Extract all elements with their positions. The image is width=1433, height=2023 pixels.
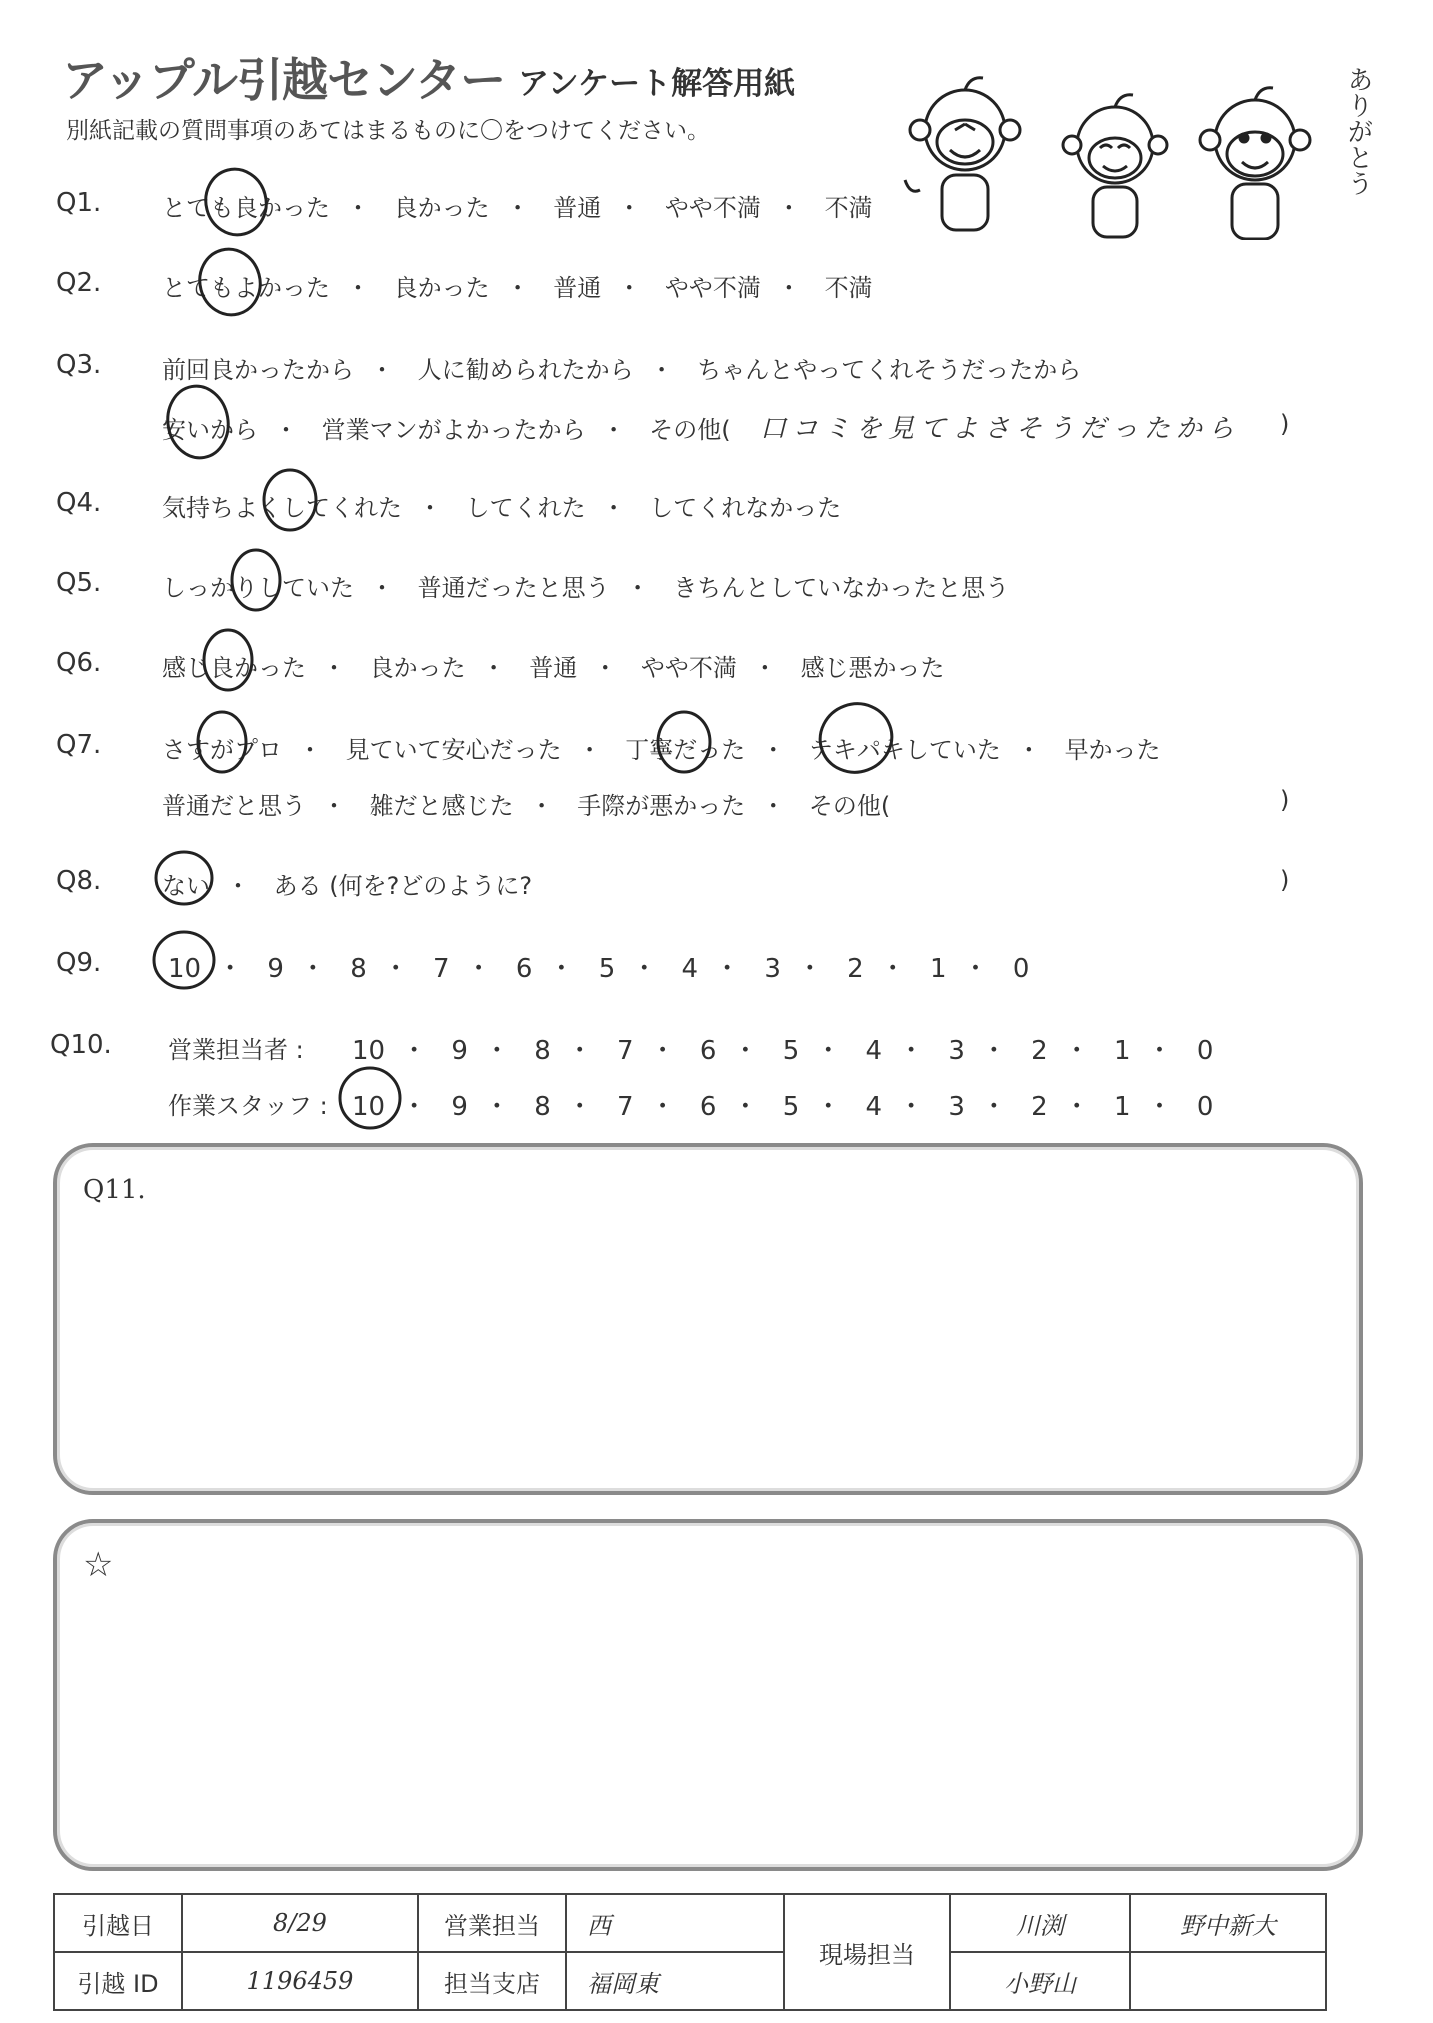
q2-option-3[interactable]: 普通 xyxy=(553,274,602,302)
q8-options: ない ・ ある (何を?どのように? xyxy=(162,866,532,901)
q9-score[interactable]: 5 xyxy=(598,954,616,984)
q9-score[interactable]: 0 xyxy=(1012,954,1030,984)
q9-score[interactable]: 8 xyxy=(350,954,367,984)
q1-option-4[interactable]: やや不満 xyxy=(664,194,761,222)
q4-label: Q4. xyxy=(56,488,102,518)
q10-sales-score[interactable]: 0 xyxy=(1196,1036,1214,1066)
q10-staff-selection-circle xyxy=(340,1068,400,1128)
q10-sales-score[interactable]: 3 xyxy=(948,1036,965,1066)
move-id-label: 引越 ID xyxy=(54,1952,182,2010)
q7-label: Q7. xyxy=(56,730,102,760)
sales-rep-value: 西 xyxy=(566,1894,784,1952)
q10-sales-label: 営業担当者 : xyxy=(168,1036,304,1064)
thanks-text: ありがとう xyxy=(1343,66,1373,196)
q10-staff-label: 作業スタッフ : xyxy=(168,1092,328,1120)
q3-selection-circle xyxy=(162,381,234,462)
q5-options: しっかりしていた ・ 普通だったと思う ・ きちんとしていなかったと思う xyxy=(162,568,1009,603)
q7-option-4[interactable]: テキパキしていた xyxy=(808,736,1001,764)
q4-option-3[interactable]: してくれなかった xyxy=(649,494,842,522)
q6-label: Q6. xyxy=(56,648,102,678)
q6-selection-circle xyxy=(204,630,252,690)
star-label: ☆ xyxy=(83,1545,114,1585)
q2-label: Q2. xyxy=(56,268,102,298)
brand-title: アップル引越センター xyxy=(62,53,506,107)
q10-staff-scale: 10 ・ 9 ・ 8 ・ 7 ・ 6 ・ 5 ・ 4 ・ 3 ・ 2 ・ 1 ・ 0 xyxy=(352,1092,1214,1122)
q10-staff-score[interactable]: 4 xyxy=(865,1092,883,1122)
q8-selection-circle xyxy=(156,852,212,904)
q3-label: Q3. xyxy=(56,350,102,380)
q9-score[interactable]: 9 xyxy=(267,954,284,984)
move-date-value: 8/29 xyxy=(182,1894,418,1952)
q9-score[interactable]: 4 xyxy=(681,954,699,984)
q3-other-text[interactable]: 口コミを見てよさそうだったから xyxy=(760,414,1241,444)
instruction-text: 別紙記載の質問事項のあてはまるものに〇をつけてください。 xyxy=(66,118,710,144)
q4-selection-circle xyxy=(264,470,316,530)
q10-staff-score[interactable]: 3 xyxy=(948,1092,965,1122)
q10-sales-score[interactable]: 8 xyxy=(534,1036,551,1066)
q2-option-1[interactable]: とてもよかった xyxy=(162,274,330,302)
q7-selection-circle xyxy=(198,712,246,772)
q2-option-5[interactable]: 不満 xyxy=(824,274,873,302)
star-comment-box[interactable] xyxy=(53,1519,1363,1871)
q11-comment-box[interactable] xyxy=(53,1143,1363,1495)
site-rep-label: 現場担当 xyxy=(784,1894,950,2010)
move-date-label: 引越日 xyxy=(54,1894,182,1952)
q8-option-2[interactable]: ある xyxy=(273,872,322,900)
q10-sales-scale: 10 ・ 9 ・ 8 ・ 7 ・ 6 ・ 5 ・ 4 ・ 3 ・ 2 ・ 1 ・ 0 xyxy=(352,1036,1214,1066)
q7-selection-circle xyxy=(811,694,902,783)
q6-option-5[interactable]: 感じ悪かった xyxy=(800,654,945,682)
q8-option-1[interactable]: ない xyxy=(162,872,210,900)
q1-options: とても良かった ・ 良かった ・ 普通 ・ やや不満 ・ 不満 xyxy=(162,188,873,223)
q11-label: Q11. xyxy=(83,1175,146,1205)
q1-option-2[interactable]: 良かった xyxy=(393,194,490,222)
q10-staff-score[interactable]: 10 xyxy=(352,1092,386,1122)
q3-options-line1: 前回良かったから ・ 人に勧められたから ・ ちゃんとやってくれそうだったから xyxy=(162,350,1081,385)
q10-sales-score[interactable]: 9 xyxy=(451,1036,468,1066)
q10-staff-score[interactable]: 6 xyxy=(699,1092,717,1122)
q6-option-1[interactable]: 感じ良かった xyxy=(162,654,306,682)
q5-option-1[interactable]: しっかりしていた xyxy=(162,574,354,602)
q10-staff-score[interactable]: 5 xyxy=(782,1092,800,1122)
q1-option-5[interactable]: 不満 xyxy=(824,194,873,222)
q10-staff-score[interactable]: 7 xyxy=(617,1092,634,1122)
q6-option-3[interactable]: 普通 xyxy=(529,654,578,682)
q6-options: 感じ良かった ・ 良かった ・ 普通 ・ やや不満 ・ 感じ悪かった xyxy=(162,648,945,683)
site-rep-2: 野中新大 xyxy=(1130,1894,1326,1952)
q10-sales-score[interactable]: 7 xyxy=(617,1036,634,1066)
q3-option-3[interactable]: ちゃんとやってくれそうだったから xyxy=(697,356,1082,384)
q3-other-label[interactable]: その他( xyxy=(649,416,731,444)
q5-option-3[interactable]: きちんとしていなかったと思う xyxy=(673,574,1010,602)
q7-option-8[interactable]: 手際が悪かった xyxy=(577,792,746,820)
q5-label: Q5. xyxy=(56,568,102,598)
q10-staff-score[interactable]: 1 xyxy=(1114,1092,1131,1122)
q2-options: とてもよかった ・ 良かった ・ 普通 ・ やや不満 ・ 不満 xyxy=(162,268,873,303)
q6-option-2[interactable]: 良かった xyxy=(369,654,466,682)
q2-option-4[interactable]: やや不満 xyxy=(664,274,761,302)
q1-option-3[interactable]: 普通 xyxy=(553,194,602,222)
q9-score[interactable]: 1 xyxy=(930,954,947,984)
sales-rep-label: 営業担当 xyxy=(418,1894,566,1952)
q8-label: Q8. xyxy=(56,866,102,896)
q5-option-2[interactable]: 普通だったと思う xyxy=(417,574,610,602)
q1-label: Q1. xyxy=(56,188,102,218)
q2-option-2[interactable]: 良かった xyxy=(393,274,490,302)
q7-other-close: ) xyxy=(1280,786,1290,814)
q10-label: Q10. xyxy=(50,1030,112,1060)
q8-detail-close: ) xyxy=(1280,866,1290,894)
q9-label: Q9. xyxy=(56,948,102,978)
branch-label: 担当支店 xyxy=(418,1952,566,2010)
q10-staff-score[interactable]: 9 xyxy=(451,1092,468,1122)
q9-scale: 10 ・ 9 ・ 8 ・ 7 ・ 6 ・ 5 ・ 4 ・ 3 ・ 2 ・ 1 ・ 0 xyxy=(168,954,1030,984)
q7-options-line2: 普通だと思う ・ 雑だと感じた ・ 手際が悪かった ・ その他( xyxy=(162,786,890,821)
q9-score[interactable]: 7 xyxy=(433,954,450,984)
q10-sales-score[interactable]: 5 xyxy=(782,1036,800,1066)
move-id-value: 1196459 xyxy=(182,1952,418,2010)
q1-selection-circle xyxy=(198,162,273,241)
q9-score[interactable]: 3 xyxy=(764,954,781,984)
q9-score[interactable]: 10 xyxy=(168,954,202,984)
q3-option-1[interactable]: 前回良かったから xyxy=(162,356,354,384)
q7-options-line1: さすがプロ ・ 見ていて安心だった ・ 丁寧だった ・ テキパキしていた ・ 早かった xyxy=(162,730,1161,765)
q3-options-line2: 安いから ・ 営業マンがよかったから ・ その他( xyxy=(162,410,731,445)
q10-sales-score[interactable]: 6 xyxy=(699,1036,717,1066)
q9-score[interactable]: 2 xyxy=(847,954,864,984)
q10-sales-score[interactable]: 4 xyxy=(865,1036,883,1066)
q10-sales-score[interactable]: 1 xyxy=(1114,1036,1131,1066)
q10-staff-score[interactable]: 8 xyxy=(534,1092,551,1122)
q7-option-7[interactable]: 雑だと感じた xyxy=(369,792,514,820)
q3-option-5[interactable]: 営業マンがよかったから xyxy=(321,416,586,444)
q9-selection-circle xyxy=(154,932,214,988)
q10-sales-score[interactable]: 2 xyxy=(1031,1036,1048,1066)
q7-option-6[interactable]: 普通だと思う xyxy=(162,792,306,820)
q3-other-close: ) xyxy=(1280,410,1290,438)
q7-option-5[interactable]: 早かった xyxy=(1064,736,1161,764)
q10-staff-score[interactable]: 2 xyxy=(1031,1092,1048,1122)
site-rep-3: 小野山 xyxy=(950,1952,1130,2010)
q7-option-2[interactable]: 見ていて安心だった xyxy=(345,736,562,764)
q2-selection-circle xyxy=(192,242,267,321)
q8-detail-label: (何を?どのように? xyxy=(329,872,533,900)
q9-score[interactable]: 6 xyxy=(515,954,533,984)
q5-selection-circle xyxy=(232,550,280,610)
q6-option-4[interactable]: やや不満 xyxy=(640,654,737,682)
q1-option-1[interactable]: とても良かった xyxy=(162,194,330,222)
q7-other-label[interactable]: その他( xyxy=(808,792,891,820)
q4-option-1[interactable]: 気持ちよくしてくれた xyxy=(162,494,402,522)
q10-sales-score[interactable]: 10 xyxy=(352,1036,386,1066)
form-subtitle: アンケート解答用紙 xyxy=(518,66,796,102)
q3-option-2[interactable]: 人に勧められたから xyxy=(417,356,634,384)
site-rep-1: 川渕 xyxy=(950,1894,1130,1952)
q3-option-4[interactable]: 安いから xyxy=(162,416,258,444)
q4-option-2[interactable]: してくれた xyxy=(465,494,586,522)
q7-option-1[interactable]: さすがプロ xyxy=(162,736,282,764)
branch-value: 福岡東 xyxy=(566,1952,784,2010)
q4-options: 気持ちよくしてくれた ・ してくれた ・ してくれなかった xyxy=(162,488,841,523)
q7-selection-circle xyxy=(658,712,710,772)
q7-option-3[interactable]: 丁寧だった xyxy=(625,736,746,764)
footer-table xyxy=(53,1893,1327,2011)
q10-staff-score[interactable]: 0 xyxy=(1196,1092,1214,1122)
site-rep-4 xyxy=(1130,1952,1326,2010)
